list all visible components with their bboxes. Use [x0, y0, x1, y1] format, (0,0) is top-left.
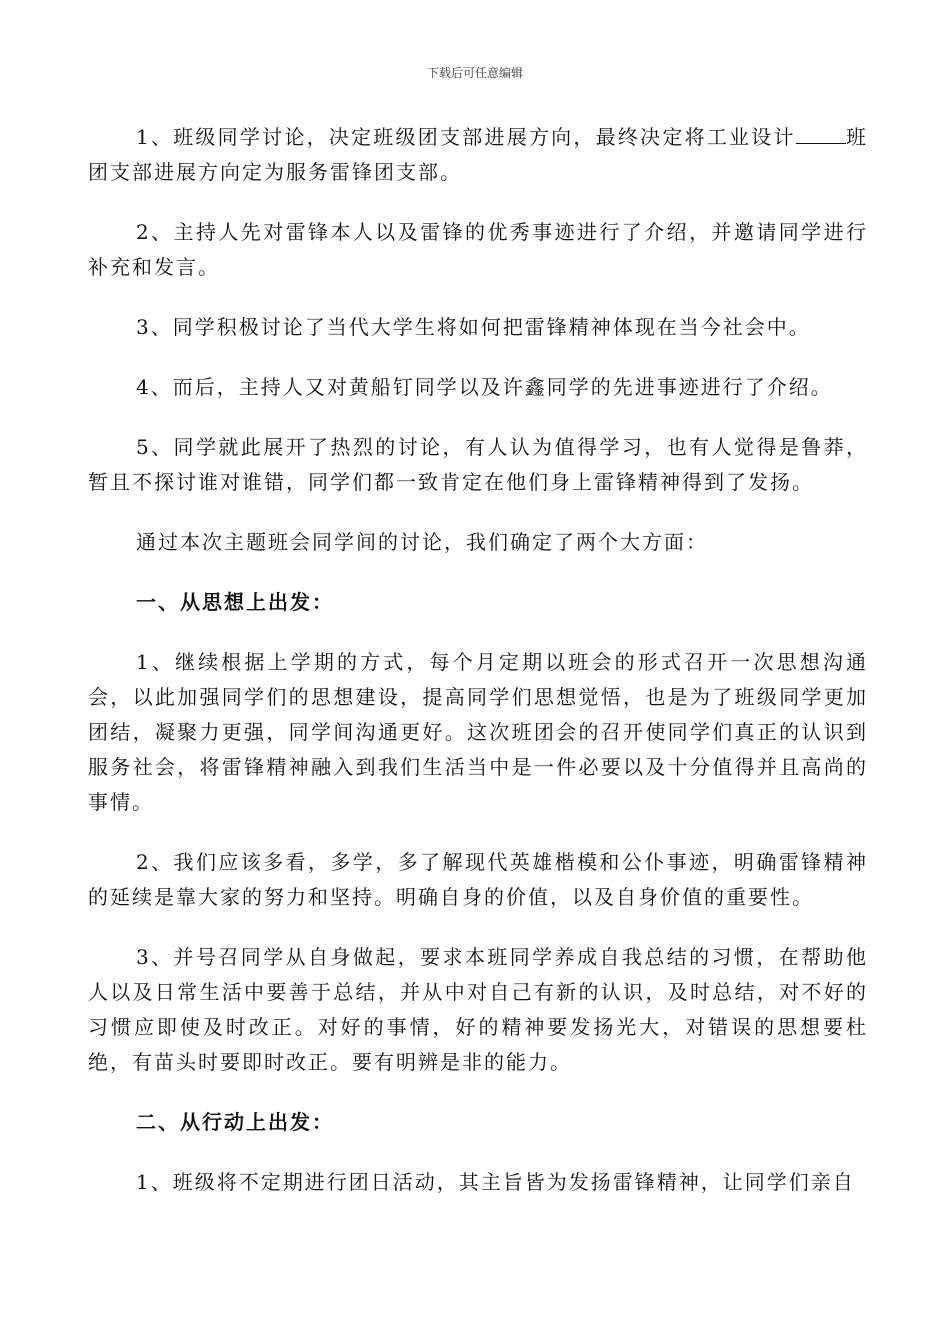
paragraph-5: 5、同学就此展开了热烈的讨论，有人认为值得学习，也有人觉得是鲁莽，暂且不探讨谁对谁错，同学们都一致肯定在他们身上雷锋精神得到了发扬。	[88, 435, 868, 494]
document-body	[88, 120, 868, 1225]
fill-in-blank	[796, 125, 846, 144]
section-heading-1: 一、从思想上出发：	[136, 590, 334, 614]
paragraph-1-text-after: 班团支部进展方向定为服务雷锋团支部。	[88, 125, 868, 184]
section1-paragraph-3: 3、并号召同学从自身做起，要求本班同学养成自我总结的习惯，在帮助他人以及日常生活中要善于总结，并从中对自己有新的认识，及时总结，对不好的习惯应即使及时改正。对好的事情，好的精神要发扬光大，对错误的思想要杜绝，有苗头时要即时改正。要有明辨是非的能力。	[88, 945, 868, 1074]
paragraph-4: 4、而后，主持人又对黄船钉同学以及许鑫同学的先进事迹进行了介绍。	[136, 375, 833, 399]
paragraph-2: 2、主持人先对雷锋本人以及雷锋的优秀事迹进行了介绍，并邀请同学进行补充和发言。	[88, 220, 868, 279]
section2-paragraph-1: 1、班级将不定期进行团日活动，其主旨皆为发扬雷锋精神，让同学们亲自	[136, 1170, 855, 1194]
section1-paragraph-2: 2、我们应该多看，多学，多了解现代英雄楷模和公仆事迹，明确雷锋精神的延续是靠大家的努力和坚持。明确自身的价值，以及自身价值的重要性。	[88, 850, 868, 909]
paragraph-1-text-before: 1、班级同学讨论，决定班级团支部进展方向，最终决定将工业设计	[136, 125, 796, 149]
section-heading-2: 二、从行动上出发：	[136, 1110, 334, 1134]
paragraph-summary: 通过本次主题班会同学间的讨论，我们确定了两个大方面：	[136, 530, 708, 554]
page-header: 下载后可任意编辑	[426, 66, 523, 80]
section1-paragraph-1: 1、继续根据上学期的方式，每个月定期以班会的形式召开一次思想沟通会，以此加强同学们的思想建设，提高同学们思想觉悟，也是为了班级同学更加团结，凝聚力更强，同学间沟通更好。这次班团会的召开使同学们真正的认识到服务社会，将雷锋精神融入到我们生活当中是一件必要以及十分值得并且高尚的事情。	[88, 650, 868, 814]
paragraph-1	[88, 120, 868, 190]
paragraph-3: 3、同学积极讨论了当代大学生将如何把雷锋精神体现在当今社会中。	[136, 315, 811, 339]
